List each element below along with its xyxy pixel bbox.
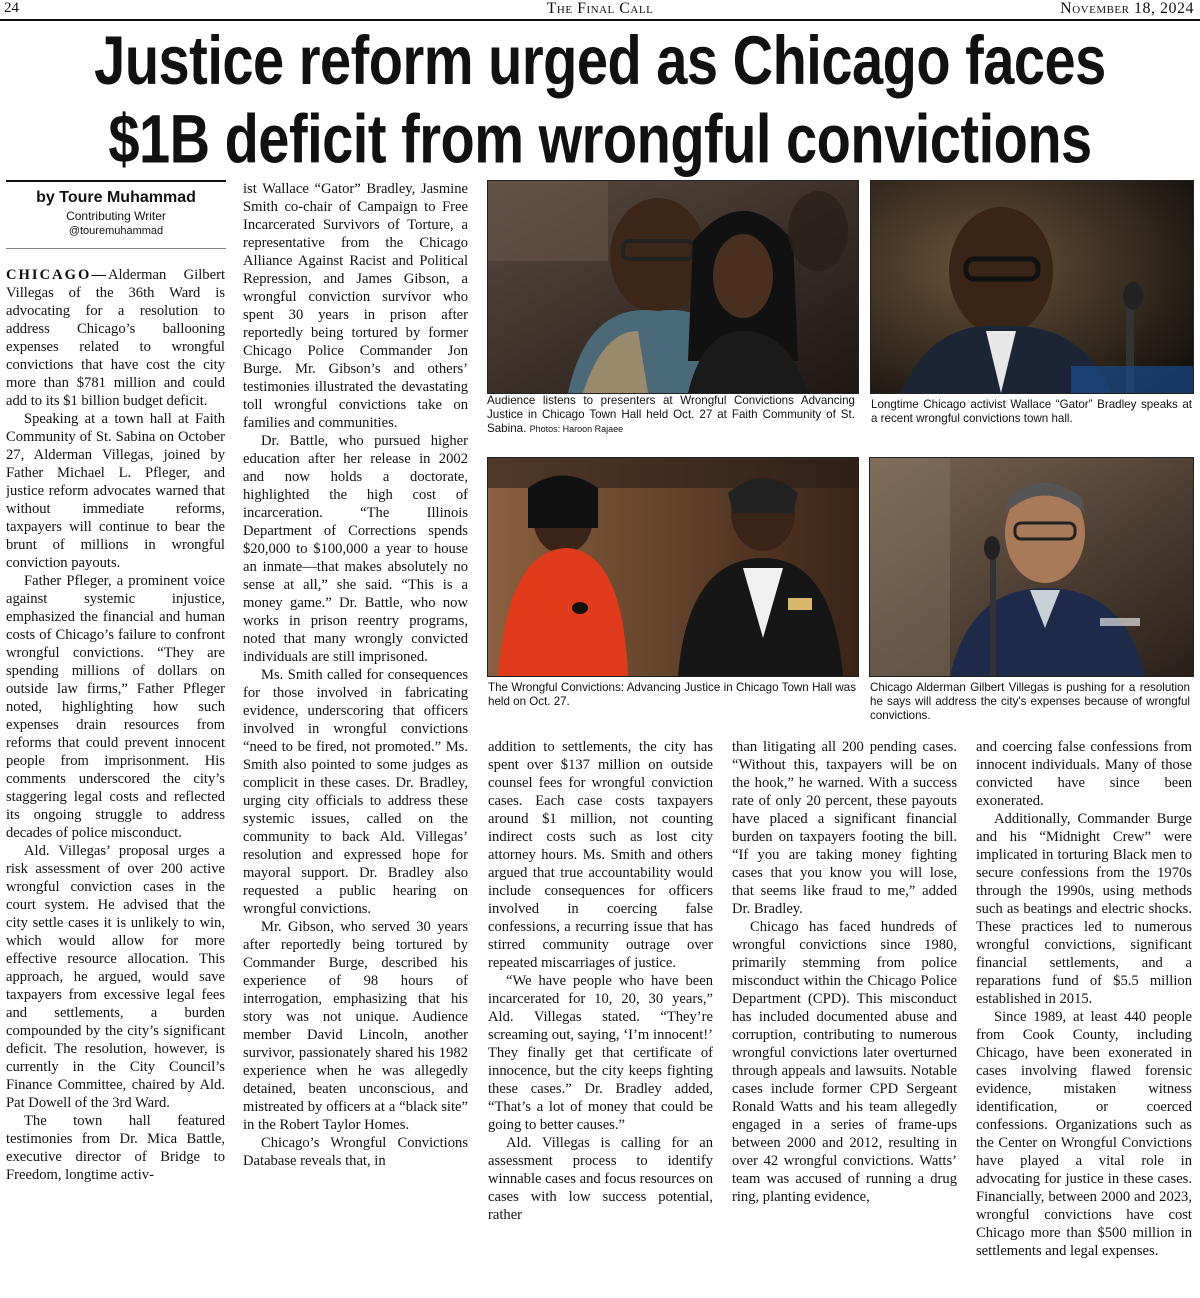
article-paragraph: Chicago has faced hundreds of wrongful convictions since 1980, primarily stemming from police misconduct within the Chicago Police Department (CPD). This misconduct has included documented abuse and corruption, contributing to numerous wrongful convictions later overturned through appeals and lawsuits. Notable cases include former CPD Sergeant Ronald Watts and his team allegedly engaged in a series of frame-ups between 2000 and 2012, resulting in over 42 wrongful convictions. Watts’ team was accused of running a drug ring, planting evidence, bbox=[732, 919, 957, 1205]
page-number: 24 bbox=[4, 0, 19, 16]
article-paragraph: than litigating all 200 pending cases. “Without this, taxpayers will be on the hook,” he warned. With a success rate of only 20 percent, these payouts have placed a significant financial burden on taxpayers footing the bill. “If you are taking money fighting cases that you know you will lose, that seems like fraud to me,” added Dr. Bradley. bbox=[732, 739, 957, 917]
byline-rule bbox=[6, 180, 226, 182]
dateline: CHICAGO— bbox=[6, 267, 108, 283]
photo-town-hall-image bbox=[488, 458, 858, 676]
photo-audience-caption: Audience listens to presenters at Wrongful Convictions Advancing Justice in Chicago Town Hall held Oct. 27 at Faith Community of St. Sabina. Photos: Haroon Rajaee bbox=[487, 394, 855, 435]
article-paragraph: The town hall featured testimonies from Dr. Mica Battle, executive director of Bridge to Freedom, longtime activ- bbox=[6, 1113, 225, 1183]
photo-town-hall bbox=[487, 457, 859, 677]
photo-town-hall-caption: The Wrongful Convictions: Advancing Justice in Chicago Town Hall was held on Oct. 27. bbox=[488, 681, 856, 708]
article-column-4 bbox=[732, 738, 957, 1296]
article-paragraph: Since 1989, at least 440 people from Cook County, including Chicago, have been exonerated in cases involving flawed forensic evidence, mistaken witness identification, or coerced confessions. Organizations such as the Center on Wrongful Convictions have played a vital role in advocating for justice in these cases. Financially, between 2000 and 2023, wrongful convictions have cost Chicago more than $500 million in settlements and legal expenses. bbox=[976, 1009, 1192, 1259]
headline-line-2: $1B deficit from wrongful convictions bbox=[108, 100, 1092, 177]
article-paragraph: Ald. Villegas is calling for an assessment process to identify winnable cases and focus resources on cases with low success potential, rather bbox=[488, 1135, 713, 1223]
article-paragraph: Ms. Smith called for consequences for those involved in fabricating evidence, underscoring that officers involved in wrongful convictions “need to be fired, not promoted.” Ms. Smith also pointed to some judges as complicit in these cases. Dr. Bradley, urging city officials to address these systemic issues, called on the community to back Ald. Villegas’ resolution and expressed hope for mayoral support. Dr. Bradley also requested a public hearing on wrongful convictions. bbox=[243, 667, 468, 917]
photo-villegas-caption: Chicago Alderman Gilbert Villegas is pushing for a resolution he says will address the city's expenses because of wrongful convictions. bbox=[870, 681, 1190, 722]
article-paragraph: Chicago’s Wrongful Convictions Database reveals that, in bbox=[243, 1135, 468, 1169]
folio-rule bbox=[0, 19, 1200, 21]
article-paragraph: CHICAGO—Alderman Gilbert Villegas of the 36th Ward is advocating for a resolution to address Chicago’s ballooning expenses related to wrongful convictions that have cost the city more than $781 million and could add to its $1 billion budget deficit. bbox=[6, 267, 225, 409]
article-column-2 bbox=[243, 180, 468, 1296]
article-paragraph: Ald. Villegas’ proposal urges a risk assessment of over 200 active wrongful conviction cases in the court system. He advised that the city settle cases it is unlikely to win, which would allow for more effective resource allocation. This approach, he argued, would save taxpayers from excessive legal fees and settlements, a burden compounded by the city’s significant deficit. The resolution, however, is currently in the City Council’s Finance Committee, chaired by Ald. Pat Dowell of the 3rd Ward. bbox=[6, 843, 225, 1111]
article-paragraph: addition to settlements, the city has spent over $137 million on outside counsel fees for wrongful conviction cases. Each case costs taxpayers around $1 million, not counting indirect costs such as lost city attorney hours. Ms. Smith and others argued that true accountability would include consequences for officers involved in coercing false confessions, a recurring issue that has stirred community outrage over repeated miscarriages of justice. bbox=[488, 739, 713, 971]
article-paragraph: and coercing false confessions from innocent individuals. Many of those convicted have since been exonerated. bbox=[976, 739, 1192, 809]
photo-villegas bbox=[869, 457, 1194, 677]
photo-bradley-caption: Longtime Chicago activist Wallace “Gator” Bradley speaks at a recent wrongful convictions town hall. bbox=[871, 398, 1192, 425]
issue-date: November 18, 2024 bbox=[1060, 0, 1194, 17]
page-folio bbox=[0, 0, 1200, 20]
photo-audience-image bbox=[488, 181, 858, 393]
photo-villegas-image bbox=[870, 458, 1193, 676]
photo-bradley bbox=[870, 180, 1194, 394]
byline bbox=[6, 180, 226, 249]
article-column-5 bbox=[976, 738, 1192, 1296]
article-paragraph: Speaking at a town hall at Faith Community of St. Sabina on October 27, Alderman Villegas, joined by Father Michael L. Pfleger, and justice reform advocates warned that without immediate reforms, taxpayers will continue to bear the brunt of millions in wrongful conviction payouts. bbox=[6, 411, 225, 571]
photo-credit: Photos: Haroon Rajaee bbox=[529, 424, 624, 434]
byline-divider bbox=[6, 248, 226, 249]
article-paragraph: Mr. Gibson, who served 30 years after reportedly being tortured by Commander Burge, described his experience of 98 hours of interrogation, emphasizing that his story was not unique. Audience member David Lincoln, another survivor, passionately shared his 1982 experience when he was allegedly detained, beaten unconscious, and mistreated by officers at a “black site” in the Robert Taylor Homes. bbox=[243, 919, 468, 1133]
article-paragraph: ist Wallace “Gator” Bradley, Jasmine Smith co-chair of Campaign to Free Incarcerated Survivors of Torture, a representative from the Chicago Alliance Against Racist and Political Repression, and James Gibson, a wrongful conviction survivor who spent 30 years in prison after reportedly being tortured by former Chicago Police Commander Jon Burge. Mr. Gibson’s and others’ testimonies illustrated the devastating toll wrongful convictions take on families and communities. bbox=[243, 181, 468, 431]
byline-author: by Toure Muhammad bbox=[36, 189, 196, 206]
article-column-1 bbox=[6, 266, 225, 1296]
photo-audience bbox=[487, 180, 859, 394]
article-paragraph: Father Pfleger, a prominent voice against systemic injustice, emphasized the financial and human costs of Chicago’s failure to confront wrongful convictions. “They are spending millions of dollars on outside law firms,” Father Pfleger noted, highlighting how such expenses drain resources from reforms that could prevent innocent people from imprisonment. His comments underscored the city’s staggering legal costs and reflected its ongoing struggle to address decades of police misconduct. bbox=[6, 573, 225, 841]
headline bbox=[0, 22, 1200, 178]
publication-name: The Final Call bbox=[546, 0, 654, 17]
article-paragraph: Dr. Battle, who pursued higher education after her release in 2002 and now holds a doctorate, highlighted the high cost of incarceration. “The Illinois Department of Corrections spends $20,000 to $100,000 a year to house an inmate—that makes absolutely no sense at all,” she said. “This is a money game.” Dr. Battle, who now works in prison reentry programs, noted that many wrongly convicted individuals are still imprisoned. bbox=[243, 433, 468, 665]
headline-line-1: Justice reform urged as Chicago faces bbox=[94, 22, 1106, 99]
article-paragraph: “We have people who have been incarcerated for 10, 20, 30 years,” Ald. Villegas stated. “They’re screaming out, saying, ‘I’m innocent!’ They finally get that certificate of innocence, but the city keeps fighting these cases.” Dr. Bradley added, “That’s a lot of money that could be going to better causes.” bbox=[488, 973, 713, 1133]
article-paragraph: Additionally, Commander Burge and his “Midnight Crew” were implicated in torturing Black men to secure confessions from the 1970s through the 1990s, using methods such as beatings and electric shocks. These practices led to numerous wrongful convictions, significant financial settlements, and a reparations fund of $5.5 million established in 2015. bbox=[976, 811, 1192, 1007]
photo-bradley-image bbox=[871, 181, 1193, 393]
byline-handle: @touremuhammad bbox=[68, 225, 164, 237]
byline-role: Contributing Writer bbox=[66, 209, 166, 223]
article-column-3 bbox=[488, 738, 713, 1296]
